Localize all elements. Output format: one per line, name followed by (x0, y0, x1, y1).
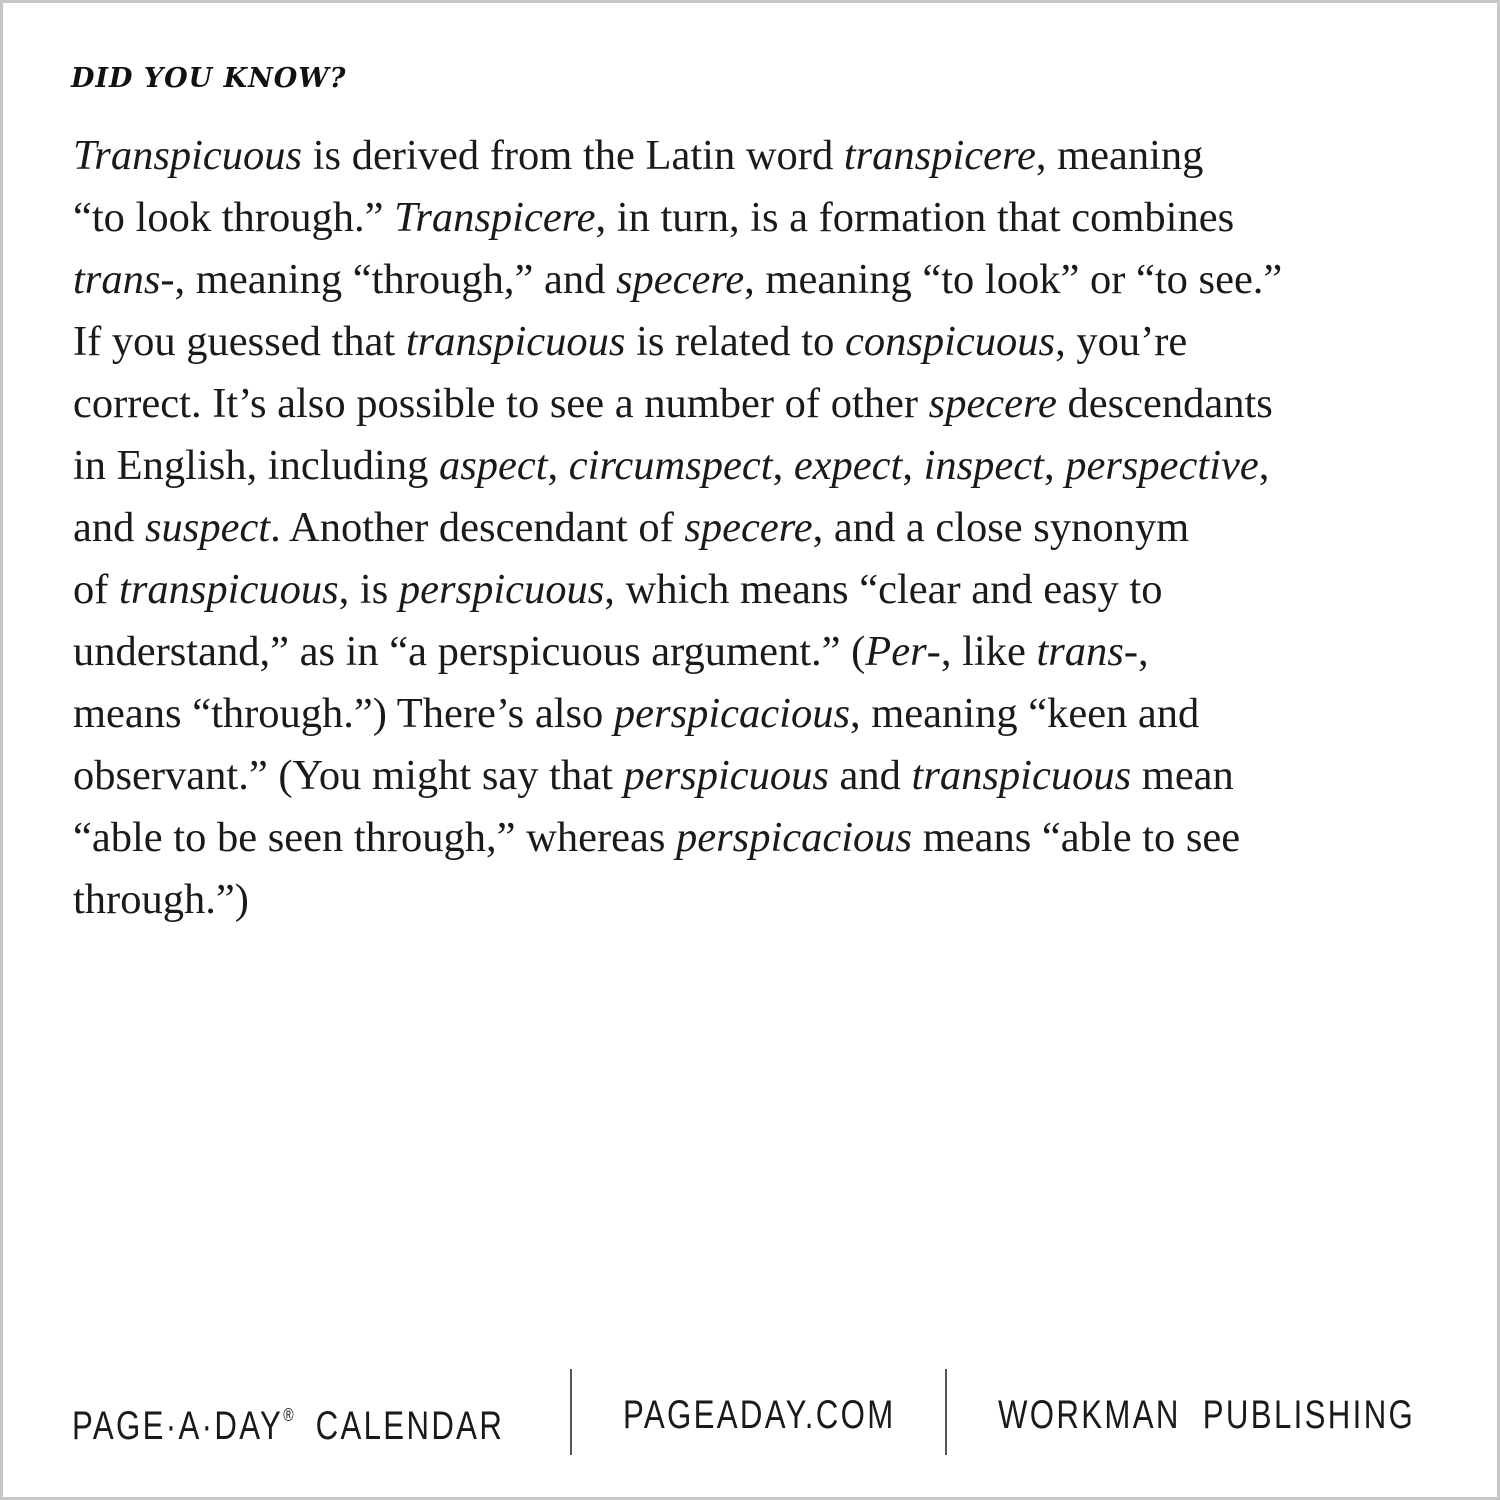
footer-publisher: WORKMAN PUBLISHING (998, 1393, 1416, 1437)
registered-mark: ® (283, 1405, 294, 1425)
text-run: , you’re (1055, 318, 1188, 365)
text-run: “to look through.” (73, 194, 395, 241)
italic-term: trans (1036, 628, 1124, 675)
italic-term: suspect (145, 504, 271, 551)
italic-term: specere (684, 504, 813, 551)
italic-term: Transpicuous (73, 132, 303, 179)
text-run: through.”) (73, 876, 249, 923)
italic-term: Per (865, 628, 927, 675)
text-run: , (1043, 442, 1066, 489)
text-line (73, 497, 1453, 559)
text-run: “able to be seen through,” whereas (73, 814, 677, 861)
text-run: and (73, 504, 145, 551)
text-line (73, 559, 1453, 621)
section-heading: DID YOU KNOW? (71, 63, 347, 94)
text-run: mean (1131, 752, 1234, 799)
text-run: , meaning “to look” or “to see.” (744, 256, 1283, 303)
text-run: , and a close synonym (812, 504, 1190, 551)
brand-suffix: CALENDAR (315, 1404, 505, 1448)
text-run: means “able to see (912, 814, 1241, 861)
text-line (73, 621, 1453, 683)
italic-term: transpicuous (405, 318, 626, 365)
text-run: observant.” (You might say that (73, 752, 624, 799)
text-line (73, 249, 1453, 311)
italic-term: specere (615, 256, 745, 303)
text-run: is derived from the Latin word (302, 132, 844, 179)
text-line (73, 435, 1453, 497)
text-line (73, 187, 1453, 249)
brand-name: PAGE·A·DAY (72, 1404, 284, 1448)
text-run: , (547, 442, 569, 489)
text-run: understand,” as in “a perspicuous argument.” ( (73, 628, 866, 675)
text-line (73, 373, 1453, 435)
text-line (73, 683, 1453, 745)
text-run: means “through.”) There’s also (73, 690, 614, 737)
text-run: , (772, 442, 794, 489)
italic-term: transpicere (843, 132, 1036, 179)
text-run: , meaning (1035, 132, 1204, 179)
text-run: -, meaning “through,” and (160, 256, 616, 303)
italic-term: transpicuous (911, 752, 1132, 799)
text-run: is related to (625, 318, 845, 365)
footer-divider (570, 1369, 572, 1455)
text-run: of (73, 566, 120, 613)
text-run: in English, including (73, 442, 439, 489)
italic-term: transpicuous (119, 566, 339, 613)
text-run: and (828, 752, 912, 799)
text-line (73, 311, 1453, 373)
text-run: , in turn, is a formation that combines (595, 194, 1235, 241)
italic-term: inspect (923, 442, 1044, 489)
italic-term: expect (793, 442, 903, 489)
italic-term: circumspect (568, 442, 773, 489)
text-run: . Another descendant of (270, 504, 685, 551)
text-run: , (1258, 442, 1270, 489)
text-run: correct. It’s also possible to see a number of other (73, 380, 929, 427)
text-line (73, 869, 1453, 931)
body-paragraph (73, 125, 1453, 931)
italic-term: conspicuous (844, 318, 1056, 365)
italic-term: perspicacious (676, 814, 913, 861)
text-run: -, (1123, 628, 1149, 675)
footer-brand (72, 1369, 504, 1457)
footer (3, 1369, 1500, 1457)
italic-term: perspicacious (613, 690, 850, 737)
text-line (73, 125, 1453, 187)
text-line (73, 745, 1453, 807)
footer-website: PAGEADAY.COM (623, 1393, 896, 1437)
italic-term: perspicuous (623, 752, 829, 799)
text-line (73, 807, 1453, 869)
italic-term: trans (73, 256, 161, 303)
italic-term: perspicuous (398, 566, 605, 613)
text-run: -, like (926, 628, 1037, 675)
text-run: , which means “clear and easy to (604, 566, 1163, 613)
italic-term: specere (928, 380, 1057, 427)
text-run: , is (338, 566, 399, 613)
italic-term: perspective (1065, 442, 1259, 489)
italic-term: Transpicere (394, 194, 596, 241)
text-run: descendants (1056, 380, 1273, 427)
text-run: , meaning “keen and (850, 690, 1200, 737)
text-run: , (902, 442, 924, 489)
text-run: If you guessed that (73, 318, 406, 365)
footer-divider (945, 1369, 947, 1455)
italic-term: aspect (438, 442, 548, 489)
